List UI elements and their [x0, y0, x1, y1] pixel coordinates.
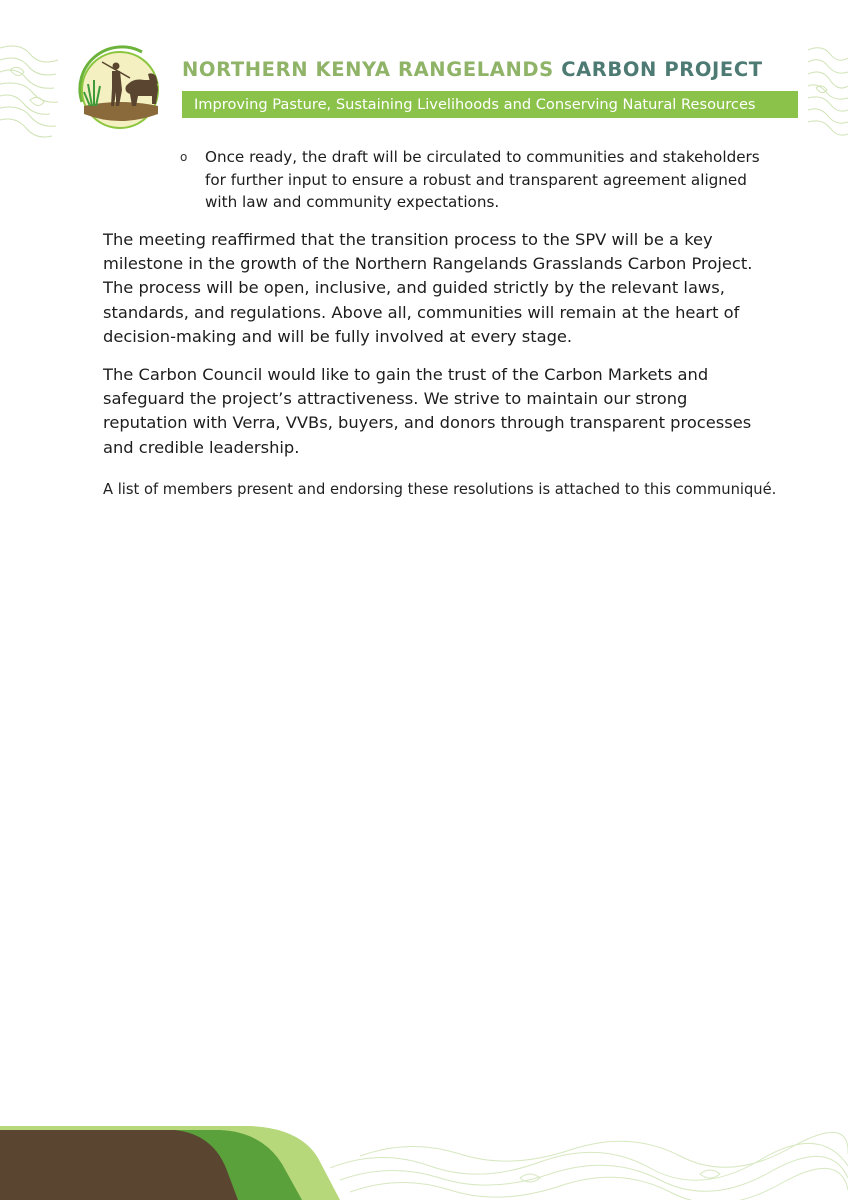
- paragraph-transition: The meeting reaffirmed that the transition process to the SPV will be a key milestone in the growth of the Northern Rangelands Grasslands Carbon Project. The process will be open, inclusive, and guided strictly by the relevant laws, standards, and regulations. Above all, communities will remain at the heart of decision-making and will be fully involved at every stage.: [103, 230, 753, 346]
- project-title-part1: NORTHERN KENYA RANGELANDS: [182, 58, 554, 81]
- topographic-lines-right: [808, 40, 848, 140]
- project-title-part2: CARBON PROJECT: [561, 58, 763, 81]
- project-title: [182, 58, 763, 81]
- topographic-lines-left: [0, 40, 60, 140]
- attachment-note: A list of members present and endorsing these resolutions is attached to this communiqué.: [103, 481, 777, 498]
- tagline-banner: Improving Pasture, Sustaining Livelihoods and Conserving Natural Resources: [182, 91, 798, 118]
- bullet-text: Once ready, the draft will be circulated to communities and stakeholders for further input to ensure a robust and transparent agreement aligned with law and community expectations.: [205, 148, 760, 211]
- herder-with-cattle-logo: [72, 44, 168, 134]
- bullet-marker: o: [180, 150, 188, 164]
- paragraph-carbon-council: The Carbon Council would like to gain the trust of the Carbon Markets and safeguard the project’s attractiveness. We strive to maintain our strong reputation with Verra, VVBs, buyers, and donors through transparent processes and credible leadership.: [103, 365, 752, 457]
- footer-wave-decoration: [0, 1118, 848, 1200]
